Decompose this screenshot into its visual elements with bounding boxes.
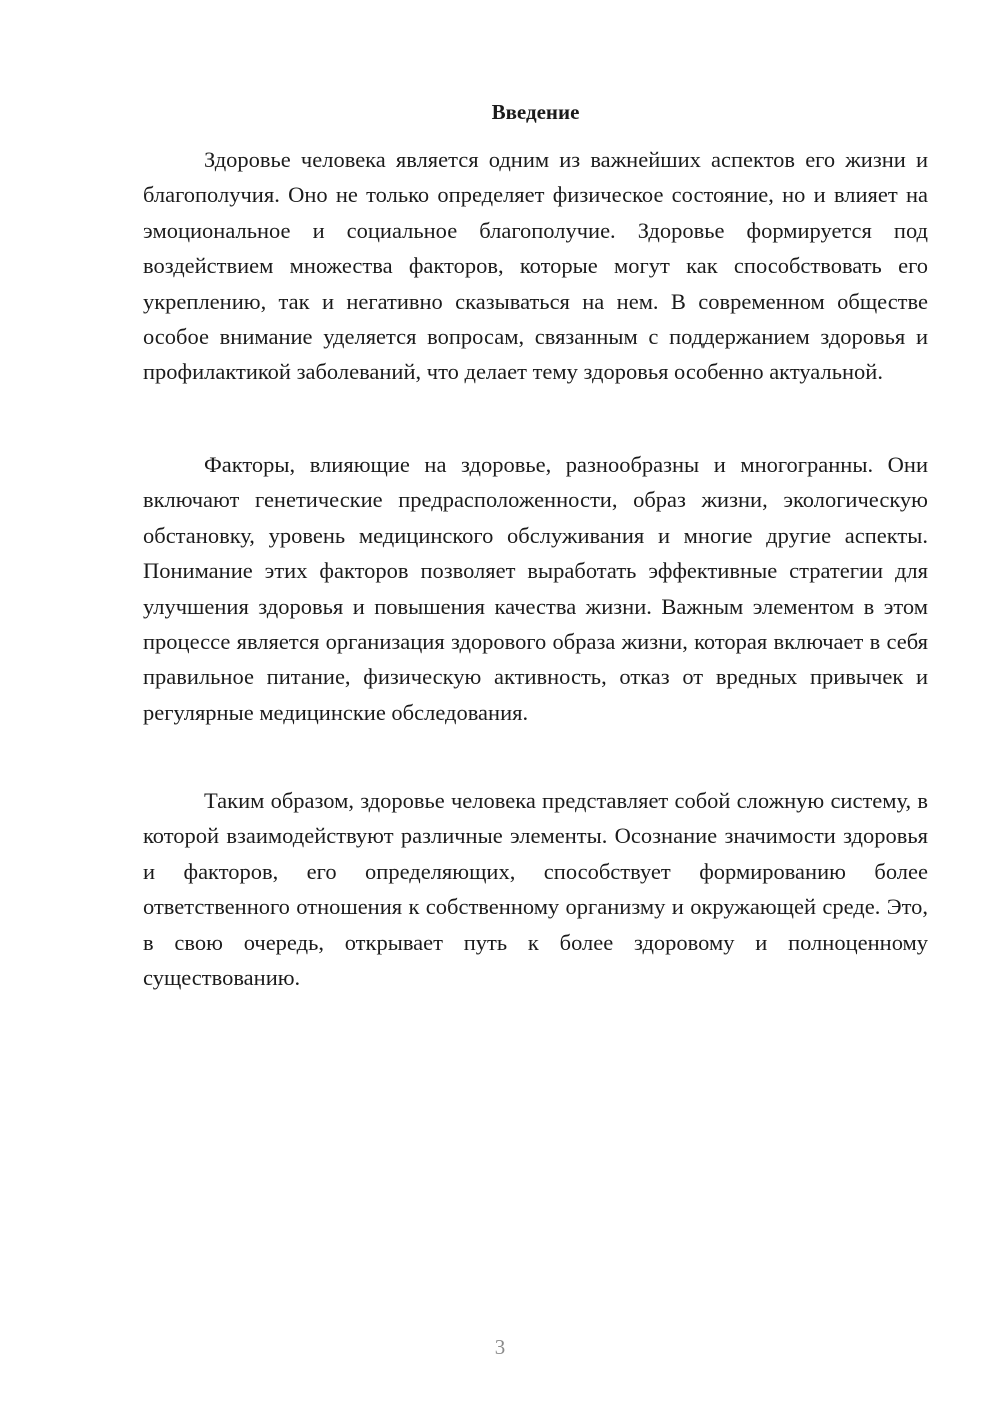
paragraph-2: Факторы, влияющие на здоровье, разнообразны и многогранны. Они включают генетические предрасположенности, образ жизни, экологическую обстановку, уровень медицинского обслуживания и многие другие аспекты. Понимание этих факторов позволяет выработать эффективные стратегии для улучшения здоровья и повышения качества жизни. Важным элементом в этом процессе является организация здорового образа жизни, которая включает в себя правильное питание, физическую активность, отказ от вредных привычек и регулярные медицинские обследования.	[143, 452, 928, 725]
paragraph-3: Таким образом, здоровье человека представляет собой сложную систему, в которой взаимодействуют различные элементы. Осознание значимости здоровья и факторов, его определяющих, способствует формированию более ответственного отношения к собственному организму и окружающей среде. Это, в свою очередь, открывает путь к более здоровому и полноценному существованию.	[143, 788, 928, 991]
page-number: 3	[494, 1335, 506, 1359]
page-title: Введение	[491, 100, 580, 124]
paragraph-1: Здоровье человека является одним из важнейших аспектов его жизни и благополучия. Оно не только определяет физическое состояние, но и влияет на эмоциональное и социальное благополучие. Здоровье формируется под воздействием множества факторов, которые могут как способствовать его укреплению, так и негативно сказываться на нем. В современном обществе особое внимание уделяется вопросам, связанным с поддержанием здоровья и профилактикой заболеваний, что делает тему здоровья особенно актуальной.	[143, 147, 928, 385]
